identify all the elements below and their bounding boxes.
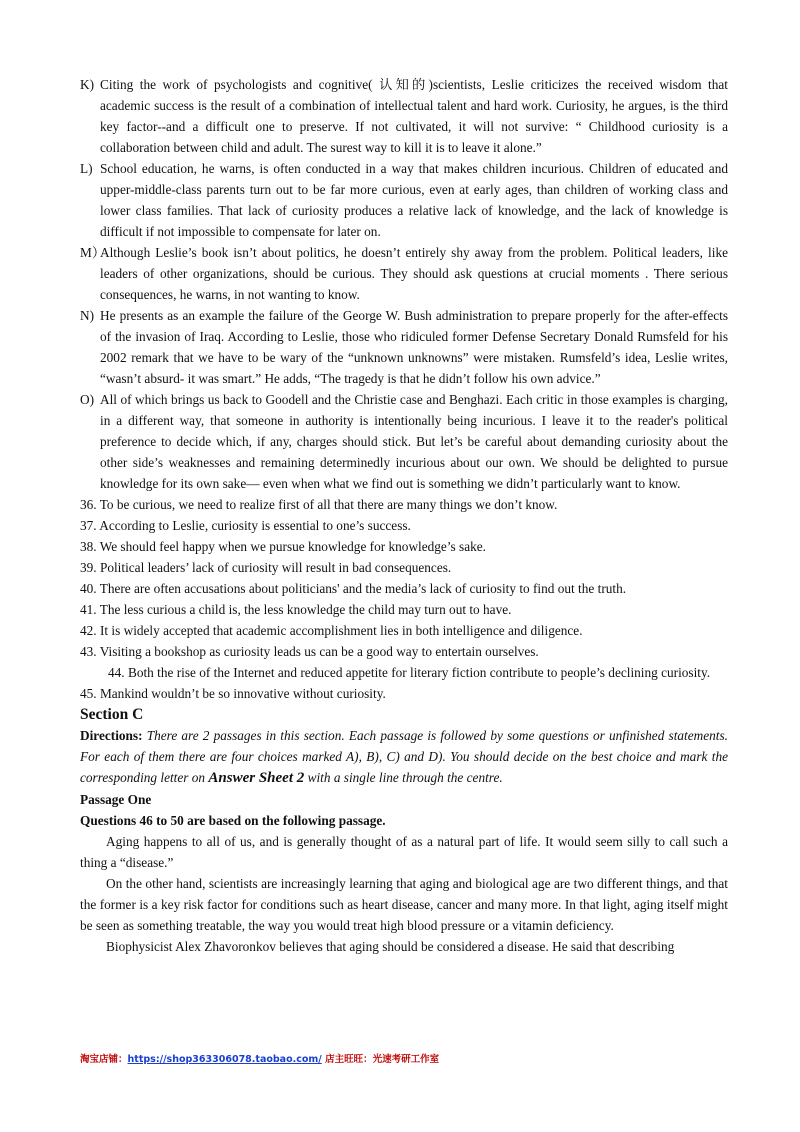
item-text: School education, he warns, is often conducted in a way that makes children incurious. Children of educated and upper-middle-class parents turn out to be far more curious, even at early ages, than children of working class and lower class families. That lack of curiosity produces a relative lack of knowledge, and the lack of knowledge is difficult if not impossible to compensate for later on.	[100, 161, 728, 239]
item-label: M）	[80, 245, 106, 260]
footer-shop-label: 淘宝店铺：	[80, 1054, 128, 1065]
passage-item	[80, 242, 728, 305]
passage-item	[80, 305, 728, 389]
question-item: 37. According to Leslie, curiosity is essential to one’s success.	[80, 518, 411, 533]
item-label: N)	[80, 308, 95, 323]
passage-item	[80, 74, 728, 158]
item-label: L)	[80, 161, 93, 176]
directions-text-1: There are 2 passages in this section. Each passage is followed by some questions or unfinished statements. For each of them there are four choices marked A), B), C) and D). You should decide on the best choice and mark the corresponding letter on	[80, 728, 728, 785]
passage-body	[80, 831, 728, 957]
item-label: O)	[80, 392, 95, 407]
question-item: 42. It is widely accepted that academic accomplishment lies in both intelligence and diligence.	[80, 623, 583, 638]
footer-owner-label: 店主旺旺：光速考研工作室	[321, 1054, 440, 1065]
question-item: 44. Both the rise of the Internet and reduced appetite for literary fiction contribute to people’s declining curiosity.	[108, 665, 711, 680]
question-item: 38. We should feel happy when we pursue knowledge for knowledge’s sake.	[80, 539, 486, 554]
questions-intro: Questions 46 to 50 are based on the following passage.	[80, 813, 386, 828]
question-item: 43. Visiting a bookshop as curiosity leads us can be a good way to entertain ourselves.	[80, 644, 539, 659]
passage-paragraph: Aging happens to all of us, and is generally thought of as a natural part of life. It would seem silly to call such a thing a “disease.”	[80, 834, 728, 870]
passage-title: Passage One	[80, 792, 152, 807]
item-text: He presents as an example the failure of the George W. Bush administration to prepare properly for the after-effects of the invasion of Iraq. According to Leslie, those who ridiculed former Defense Secretary Donald Rumsfeld for his 2002 remark that we have to be wary of the “unknown unknowns” were mistaken. Rumsfeld’s idea, Leslie writes, “wasn’t absurd- it was smart.” He adds, “The tragedy is that he didn’t follow his own advice.”	[100, 308, 728, 386]
answer-sheet-label: Answer Sheet 2	[208, 770, 305, 786]
section-title: Section C	[80, 706, 144, 723]
item-text: Citing the work of psychologists and cognitive( 认知的)scientists, Leslie criticizes the received wisdom that academic success is the result of a combination of intellectual talent and hard work. Curiosity, he argues, is the third key factor--and a difficult one to preserve. If not cultivated, it will not survive: “ Childhood curiosity is a collaboration between child and adult. The surest way to kill it is to leave it alone.”	[100, 77, 728, 155]
question-item: 41. The less curious a child is, the less knowledge the child may turn out to have.	[80, 602, 512, 617]
directions-text-2: with a single line through the centre.	[304, 770, 503, 785]
question-item: 45. Mankind wouldn’t be so innovative without curiosity.	[80, 686, 386, 701]
passage-paragraph: On the other hand, scientists are increasingly learning that aging and biological age are two different things, and that the former is a key risk factor for conditions such as heart disease, cancer and many more. In that light, aging itself might be seen as something treatable, the way you would treat high blood pressure or a vitamin deficiency.	[80, 876, 728, 933]
question-item: 39. Political leaders’ lack of curiosity will result in bad consequences.	[80, 560, 452, 575]
question-item: 40. There are often accusations about politicians' and the media’s lack of curiosity to find out the truth.	[80, 581, 627, 596]
item-label: K)	[80, 77, 95, 92]
footer	[80, 1053, 439, 1067]
item-text: All of which brings us back to Goodell and the Christie case and Benghazi. Each critic in those examples is charging, in a different way, that someone in authority is intentionally being incurious. I leave it to the reader's political preference to decide which, if any, charges should stick. But let’s be careful about demanding curiosity about the other side’s weaknesses and remaining determinedly incurious about our own. We should be delighted to pursue knowledge for its own sake— even when what we find out is something we didn’t particularly want to know.	[100, 392, 728, 491]
question-list	[80, 494, 728, 704]
question-item: 36. To be curious, we need to realize first of all that there are many things we don’t know.	[80, 497, 558, 512]
directions-label: Directions:	[80, 728, 143, 743]
passage-item	[80, 389, 728, 494]
passage-item	[80, 158, 728, 242]
passage-items	[80, 74, 728, 494]
footer-shop-link[interactable]: https://shop363306078.taobao.com/	[127, 1054, 322, 1065]
passage-paragraph: Biophysicist Alex Zhavoronkov believes that aging should be considered a disease. He said that describing	[106, 939, 675, 954]
item-text: Although Leslie’s book isn’t about politics, he doesn’t entirely shy away from the problem. Political leaders, like leaders of other organizations, should be curious. They should ask questions at crucial moments . There serious consequences, he warns, in not wanting to know.	[100, 245, 728, 302]
directions	[80, 725, 728, 789]
document-page	[80, 74, 728, 957]
